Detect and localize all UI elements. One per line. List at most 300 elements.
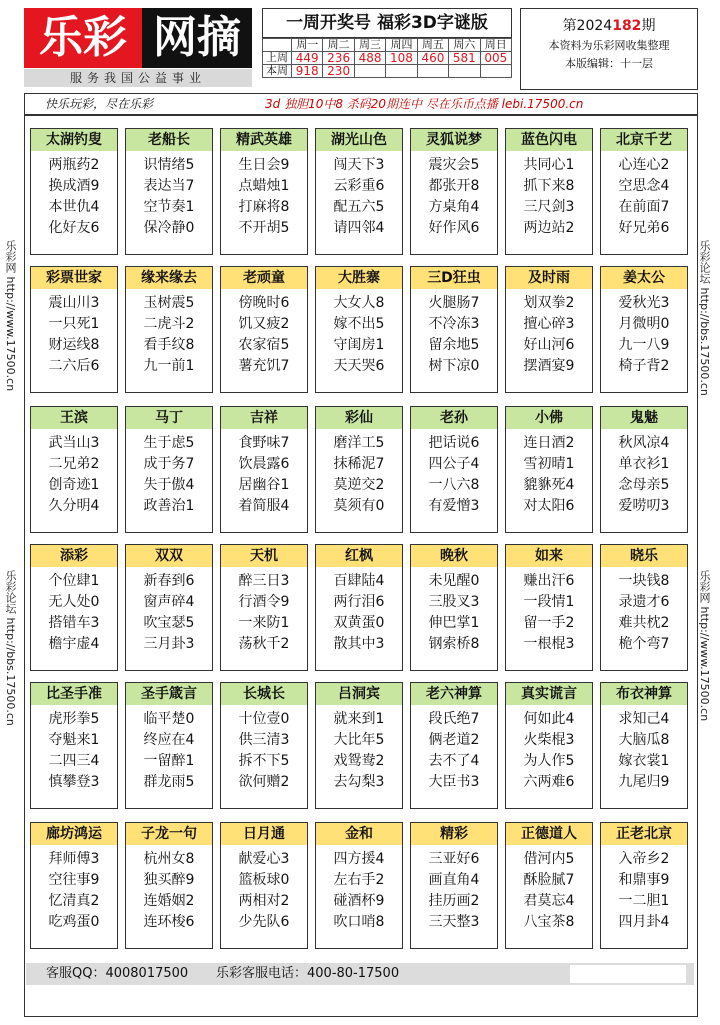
puzzle-author: 廊坊鸿运 — [31, 823, 117, 845]
puzzle-line: 个位肆1 — [48, 573, 100, 589]
puzzle-line: 守闺房1 — [333, 337, 385, 353]
puzzle-line: 貔貅死4 — [523, 477, 575, 493]
draw-number: 460 — [417, 52, 448, 65]
issue-num: 182 — [612, 18, 642, 34]
puzzle-card — [505, 266, 593, 393]
puzzle-author: 老顽童 — [221, 267, 307, 289]
puzzle-lines — [506, 429, 592, 517]
puzzle-lines — [411, 289, 497, 377]
puzzle-line: 一只死1 — [48, 316, 100, 332]
puzzle-lines — [601, 705, 687, 793]
puzzle-card — [410, 128, 498, 255]
day-label: 周四 — [386, 39, 417, 52]
day-label: 周三 — [354, 39, 385, 52]
puzzle-lines — [316, 151, 402, 239]
puzzle-lines — [601, 289, 687, 377]
puzzle-card — [600, 544, 688, 671]
puzzle-line: 连环梭6 — [143, 914, 195, 930]
puzzle-line: 嫁不出5 — [333, 316, 385, 332]
puzzle-line: 识情绪5 — [143, 157, 195, 173]
puzzle-line: 两相对2 — [238, 893, 290, 909]
lottery-week-table — [262, 38, 512, 78]
row-label: 上周 — [263, 52, 292, 65]
draw-number — [417, 65, 448, 78]
side-text-left-bottom[interactable]: 乐彩论坛 http://bbs.17500.cn — [4, 570, 17, 726]
puzzle-author: 大胜寨 — [316, 267, 402, 289]
puzzle-card — [600, 682, 688, 809]
editor-note: 本版编辑：十一层 — [565, 57, 653, 70]
puzzle-line: 双黄蛋0 — [333, 615, 385, 631]
puzzle-line: 九尾归9 — [618, 774, 670, 790]
logo — [24, 8, 252, 68]
puzzle-line: 念母亲5 — [618, 477, 670, 493]
puzzle-lines — [31, 289, 117, 377]
banner — [24, 93, 698, 115]
puzzle-lines — [126, 567, 212, 655]
puzzle-lines — [601, 429, 687, 517]
puzzle-line: 吃鸡蛋0 — [48, 914, 100, 930]
puzzle-line: 一段情1 — [523, 594, 575, 610]
puzzle-line: 散其中3 — [333, 636, 385, 652]
puzzle-line: 难共枕2 — [618, 615, 670, 631]
puzzle-line: 挂历画2 — [428, 893, 480, 909]
puzzle-author: 姜太公 — [601, 267, 687, 289]
puzzle-card — [30, 682, 118, 809]
puzzle-line: 拆不下5 — [238, 753, 290, 769]
puzzle-author: 添彩 — [31, 545, 117, 567]
puzzle-line: 抹稀泥7 — [333, 456, 385, 472]
puzzle-card — [125, 128, 213, 255]
puzzle-author: 蓝色闪电 — [506, 129, 592, 151]
puzzle-card — [505, 128, 593, 255]
puzzle-line: 天天哭6 — [333, 358, 385, 374]
puzzle-card — [125, 544, 213, 671]
puzzle-line: 创奇迹1 — [48, 477, 100, 493]
puzzle-line: 久分明4 — [48, 498, 100, 514]
logo-part-red: 乐彩 — [24, 8, 142, 68]
puzzle-lines — [506, 845, 592, 933]
puzzle-line: 农家宿5 — [238, 337, 290, 353]
puzzle-grid — [24, 115, 698, 1017]
puzzle-line: 二虎斗2 — [143, 316, 195, 332]
puzzle-line: 大比年5 — [333, 732, 385, 748]
puzzle-author: 精武英雄 — [221, 129, 307, 151]
puzzle-line: 百肆陆4 — [333, 573, 385, 589]
puzzle-lines — [126, 151, 212, 239]
puzzle-author: 老六神算 — [411, 683, 497, 705]
puzzle-lines — [411, 429, 497, 517]
puzzle-author: 吕洞宾 — [316, 683, 402, 705]
puzzle-card — [315, 128, 403, 255]
puzzle-line: 政善治1 — [143, 498, 195, 514]
puzzle-lines — [316, 289, 402, 377]
puzzle-line: 赚出汗6 — [523, 573, 575, 589]
puzzle-line: 拜师傅3 — [48, 851, 100, 867]
puzzle-line: 划双拳2 — [523, 295, 575, 311]
puzzle-line: 有爱憎3 — [428, 498, 480, 514]
puzzle-line: 单衣衫1 — [618, 456, 670, 472]
puzzle-line: 行酒令9 — [238, 594, 290, 610]
puzzle-author: 鬼魅 — [601, 407, 687, 429]
puzzle-line: 檐宇虚4 — [48, 636, 100, 652]
puzzle-line: 饥又疲2 — [238, 316, 290, 332]
puzzle-line: 吹宝瑟5 — [143, 615, 195, 631]
puzzle-line: 空思念4 — [618, 178, 670, 194]
puzzle-line: 戏鸳鸯2 — [333, 753, 385, 769]
puzzle-line: 三月卦3 — [143, 636, 195, 652]
puzzle-line: 空往事9 — [48, 872, 100, 888]
puzzle-line: 群龙雨5 — [143, 774, 195, 790]
puzzle-author: 金和 — [316, 823, 402, 845]
puzzle-card — [220, 822, 308, 949]
puzzle-author: 日月通 — [221, 823, 307, 845]
puzzle-card — [315, 406, 403, 533]
puzzle-lines — [601, 567, 687, 655]
puzzle-author: 太湖钓叟 — [31, 129, 117, 151]
puzzle-lines — [411, 705, 497, 793]
puzzle-lines — [316, 845, 402, 933]
puzzle-card — [410, 266, 498, 393]
puzzle-line: 连日酒2 — [523, 435, 575, 451]
puzzle-line: 莫须有0 — [333, 498, 385, 514]
puzzle-line: 保冷静0 — [143, 220, 195, 236]
puzzle-line: 四公子4 — [428, 456, 480, 472]
puzzle-author: 子龙一句 — [126, 823, 212, 845]
puzzle-line: 对太阳6 — [523, 498, 575, 514]
puzzle-author: 彩票世家 — [31, 267, 117, 289]
service-phone: 乐彩客服电话：400-80-17500 — [216, 966, 400, 981]
puzzle-lines — [221, 289, 307, 377]
puzzle-card — [30, 128, 118, 255]
puzzle-card — [600, 406, 688, 533]
puzzle-author: 长城长 — [221, 683, 307, 705]
puzzle-line: 画直角4 — [428, 872, 480, 888]
puzzle-line: 君莫忘4 — [523, 893, 575, 909]
puzzle-line: 在前面7 — [618, 199, 670, 215]
puzzle-line: 请四邻4 — [333, 220, 385, 236]
puzzle-line: 钢索桥8 — [428, 636, 480, 652]
puzzle-line: 何如此4 — [523, 711, 575, 727]
puzzle-line: 好兄弟6 — [618, 220, 670, 236]
puzzle-line: 莫逆交2 — [333, 477, 385, 493]
puzzle-lines — [221, 705, 307, 793]
puzzle-card — [220, 266, 308, 393]
puzzle-author: 正德道人 — [506, 823, 592, 845]
puzzle-card — [30, 544, 118, 671]
puzzle-card — [315, 266, 403, 393]
puzzle-lines — [411, 567, 497, 655]
puzzle-line: 云彩重6 — [333, 178, 385, 194]
puzzle-line: 椅子背2 — [618, 358, 670, 374]
puzzle-line: 二兄弟2 — [48, 456, 100, 472]
puzzle-card — [505, 544, 593, 671]
puzzle-line: 看手纹8 — [143, 337, 195, 353]
puzzle-card — [410, 406, 498, 533]
side-text-right-top[interactable]: 乐彩论坛 http://bbs.17500.cn — [698, 240, 711, 396]
draw-number: 108 — [386, 52, 417, 65]
puzzle-line: 录遗才6 — [618, 594, 670, 610]
puzzle-lines — [126, 429, 212, 517]
puzzle-line: 忆清真2 — [48, 893, 100, 909]
puzzle-lines — [221, 567, 307, 655]
issue-number — [521, 15, 697, 37]
puzzle-line: 终应在4 — [143, 732, 195, 748]
puzzle-line: 三亚好6 — [428, 851, 480, 867]
puzzle-line: 成于务7 — [143, 456, 195, 472]
puzzle-card — [125, 682, 213, 809]
puzzle-line: 饮晨露6 — [238, 456, 290, 472]
puzzle-line: 换成酒9 — [48, 178, 100, 194]
puzzle-line: 方桌角4 — [428, 199, 480, 215]
puzzle-line: 四月卦4 — [618, 914, 670, 930]
puzzle-line: 不冷冻3 — [428, 316, 480, 332]
puzzle-line: 磨洋工5 — [333, 435, 385, 451]
puzzle-card — [30, 822, 118, 949]
puzzle-author: 吉祥 — [221, 407, 307, 429]
puzzle-lines — [316, 429, 402, 517]
puzzle-line: 酥脸腻7 — [523, 872, 575, 888]
puzzle-line: 二六后6 — [48, 358, 100, 374]
issue-suffix: 期 — [641, 18, 656, 34]
puzzle-card — [125, 406, 213, 533]
draw-number — [449, 65, 480, 78]
puzzle-author: 晚秋 — [411, 545, 497, 567]
banner-left: 快乐玩彩，尽在乐彩 — [45, 97, 154, 111]
draw-number: 236 — [323, 52, 354, 65]
puzzle-line: 嫁衣裳1 — [618, 753, 670, 769]
puzzle-lines — [411, 845, 497, 933]
puzzle-line: 火柴棍3 — [523, 732, 575, 748]
puzzle-line: 大臣书3 — [428, 774, 480, 790]
puzzle-author: 彩仙 — [316, 407, 402, 429]
puzzle-card — [220, 406, 308, 533]
puzzle-line: 夺魁来1 — [48, 732, 100, 748]
puzzle-author: 布衣神算 — [601, 683, 687, 705]
puzzle-line: 闯天下3 — [333, 157, 385, 173]
logo-part-black: 网摘 — [142, 8, 252, 68]
footer — [26, 963, 694, 985]
puzzle-author: 老孙 — [411, 407, 497, 429]
puzzle-line: 二四三4 — [48, 753, 100, 769]
puzzle-card — [505, 406, 593, 533]
puzzle-line: 秋风凉4 — [618, 435, 670, 451]
puzzle-card — [315, 682, 403, 809]
puzzle-card — [30, 266, 118, 393]
puzzle-line: 新春到6 — [143, 573, 195, 589]
draw-number: 230 — [323, 65, 354, 78]
puzzle-author: 双双 — [126, 545, 212, 567]
puzzle-line: 荡秋千2 — [238, 636, 290, 652]
puzzle-line: 为人作5 — [523, 753, 575, 769]
puzzle-line: 一块钱8 — [618, 573, 670, 589]
puzzle-line: 借河内5 — [523, 851, 575, 867]
puzzle-author: 湖光山色 — [316, 129, 402, 151]
puzzle-line: 两边站2 — [523, 220, 575, 236]
draw-number: 918 — [292, 65, 323, 78]
puzzle-line: 虎形拳5 — [48, 711, 100, 727]
puzzle-line: 左右手2 — [333, 872, 385, 888]
puzzle-line: 都张开8 — [428, 178, 480, 194]
puzzle-line: 去勾梨3 — [333, 774, 385, 790]
puzzle-author: 正老北京 — [601, 823, 687, 845]
puzzle-line: 点蜡烛1 — [238, 178, 290, 194]
puzzle-line: 十位壹0 — [238, 711, 290, 727]
puzzle-line: 独买醉9 — [143, 872, 195, 888]
puzzle-line: 抓下来8 — [523, 178, 575, 194]
puzzle-line: 去不了4 — [428, 753, 480, 769]
draw-number: 005 — [480, 52, 511, 65]
draw-number: 449 — [292, 52, 323, 65]
puzzle-line: 未见醒0 — [428, 573, 480, 589]
puzzle-line: 三天整3 — [428, 914, 480, 930]
puzzle-card — [30, 406, 118, 533]
puzzle-line: 震灾会5 — [428, 157, 480, 173]
puzzle-lines — [31, 705, 117, 793]
puzzle-line: 两行泪6 — [333, 594, 385, 610]
draw-number: 581 — [449, 52, 480, 65]
side-text-right-bottom[interactable]: 乐彩网 http://www.17500.cn — [698, 570, 711, 722]
footer-blank-box — [570, 965, 686, 983]
puzzle-line: 大女人8 — [333, 295, 385, 311]
puzzle-line: 三股叉3 — [428, 594, 480, 610]
puzzle-line: 伸巴掌1 — [428, 615, 480, 631]
puzzle-author: 缘来缘去 — [126, 267, 212, 289]
puzzle-line: 醉三日3 — [238, 573, 290, 589]
puzzle-lines — [316, 567, 402, 655]
puzzle-line: 和鼎事9 — [618, 872, 670, 888]
puzzle-line: 打麻将8 — [238, 199, 290, 215]
banner-link[interactable]: 3d 独胆10中8 杀码20期连中 尽在乐币点播 lebi.17500.cn — [265, 97, 584, 111]
puzzle-line: 居幽谷1 — [238, 477, 290, 493]
puzzle-line: 慎攀登3 — [48, 774, 100, 790]
table-row-this-week — [263, 65, 512, 78]
issue-box — [520, 8, 698, 90]
puzzle-line: 三尺剑3 — [523, 199, 575, 215]
puzzle-line: 着简服4 — [238, 498, 290, 514]
puzzle-line: 八宝茶8 — [523, 914, 575, 930]
puzzle-line: 配五六5 — [333, 199, 385, 215]
puzzle-line: 搭错车3 — [48, 615, 100, 631]
puzzle-line: 吹口哨8 — [333, 914, 385, 930]
puzzle-line: 九一八9 — [618, 337, 670, 353]
puzzle-lines — [411, 151, 497, 239]
puzzle-author: 天机 — [221, 545, 307, 567]
puzzle-line: 篮板球0 — [238, 872, 290, 888]
puzzle-card — [125, 822, 213, 949]
puzzle-line: 玉树震5 — [143, 295, 195, 311]
puzzle-line: 火腿肠7 — [428, 295, 480, 311]
puzzle-line: 欲何赠2 — [238, 774, 290, 790]
puzzle-line: 擅心碎3 — [523, 316, 575, 332]
puzzle-line: 一留醉1 — [143, 753, 195, 769]
puzzle-line: 连婚姻2 — [143, 893, 195, 909]
puzzle-lines — [506, 289, 592, 377]
puzzle-line: 表达当7 — [143, 178, 195, 194]
puzzle-line: 俩老道2 — [428, 732, 480, 748]
puzzle-line: 一二胆1 — [618, 893, 670, 909]
puzzle-author: 老船长 — [126, 129, 212, 151]
day-label: 周二 — [323, 39, 354, 52]
puzzle-author: 马丁 — [126, 407, 212, 429]
issue-prefix: 第2024 — [562, 18, 613, 34]
puzzle-lines — [506, 705, 592, 793]
puzzle-line: 大脑瓜8 — [618, 732, 670, 748]
puzzle-card — [600, 266, 688, 393]
puzzle-lines — [221, 429, 307, 517]
puzzle-author: 比圣手准 — [31, 683, 117, 705]
puzzle-lines — [31, 567, 117, 655]
puzzle-card — [315, 544, 403, 671]
puzzle-line: 爱唠叨3 — [618, 498, 670, 514]
puzzle-line: 桅个弯7 — [618, 636, 670, 652]
service-qq: 客服QQ：4008017500 — [46, 966, 189, 981]
puzzle-line: 两瓶药2 — [48, 157, 100, 173]
table-row-last-week — [263, 52, 512, 65]
side-text-left-top[interactable]: 乐彩网 http://www.17500.cn — [4, 240, 17, 392]
puzzle-line: 供三清3 — [238, 732, 290, 748]
puzzle-line: 树下凉0 — [428, 358, 480, 374]
puzzle-line: 好作风6 — [428, 220, 480, 236]
puzzle-line: 本世仇4 — [48, 199, 100, 215]
puzzle-line: 求知己4 — [618, 711, 670, 727]
day-label: 周六 — [449, 39, 480, 52]
puzzle-line: 震山川3 — [48, 295, 100, 311]
puzzle-lines — [601, 151, 687, 239]
puzzle-card — [220, 544, 308, 671]
puzzle-card — [410, 544, 498, 671]
puzzle-line: 临平楚0 — [143, 711, 195, 727]
puzzle-line: 一来防1 — [238, 615, 290, 631]
puzzle-lines — [31, 845, 117, 933]
puzzle-line: 碰酒杯9 — [333, 893, 385, 909]
puzzle-line: 不开胡5 — [238, 220, 290, 236]
puzzle-line: 入帝乡2 — [618, 851, 670, 867]
puzzle-author: 红枫 — [316, 545, 402, 567]
draw-number — [386, 65, 417, 78]
puzzle-line: 一根棍3 — [523, 636, 575, 652]
slogan: 服务我国公益事业 — [24, 69, 252, 87]
puzzle-line: 好山河6 — [523, 337, 575, 353]
day-label: 周一 — [292, 39, 323, 52]
puzzle-lines — [31, 429, 117, 517]
puzzle-line: 九一前1 — [143, 358, 195, 374]
draw-number — [354, 65, 385, 78]
puzzle-line: 生日会9 — [238, 157, 290, 173]
draw-number — [480, 65, 511, 78]
puzzle-line: 心连心2 — [618, 157, 670, 173]
collect-note: 本资料为乐彩网收集整理 — [548, 39, 670, 52]
puzzle-line: 雪初晴1 — [523, 456, 575, 472]
table-header-row — [263, 39, 512, 52]
puzzle-line: 摆酒宴9 — [523, 358, 575, 374]
puzzle-line: 就来到1 — [333, 711, 385, 727]
puzzle-lines — [126, 845, 212, 933]
day-label: 周五 — [417, 39, 448, 52]
puzzle-lines — [126, 705, 212, 793]
puzzle-line: 共同心1 — [523, 157, 575, 173]
puzzle-line: 财运线8 — [48, 337, 100, 353]
puzzle-line: 武当山3 — [48, 435, 100, 451]
puzzle-author: 小佛 — [506, 407, 592, 429]
puzzle-author: 精彩 — [411, 823, 497, 845]
puzzle-line: 傍晚时6 — [238, 295, 290, 311]
puzzle-line: 失于傲4 — [143, 477, 195, 493]
puzzle-line: 食野味7 — [238, 435, 290, 451]
puzzle-line: 把话说6 — [428, 435, 480, 451]
page-title: 一周开奖号 福彩3D字谜版 — [262, 8, 512, 38]
day-label: 周日 — [480, 39, 511, 52]
puzzle-author: 北京千艺 — [601, 129, 687, 151]
